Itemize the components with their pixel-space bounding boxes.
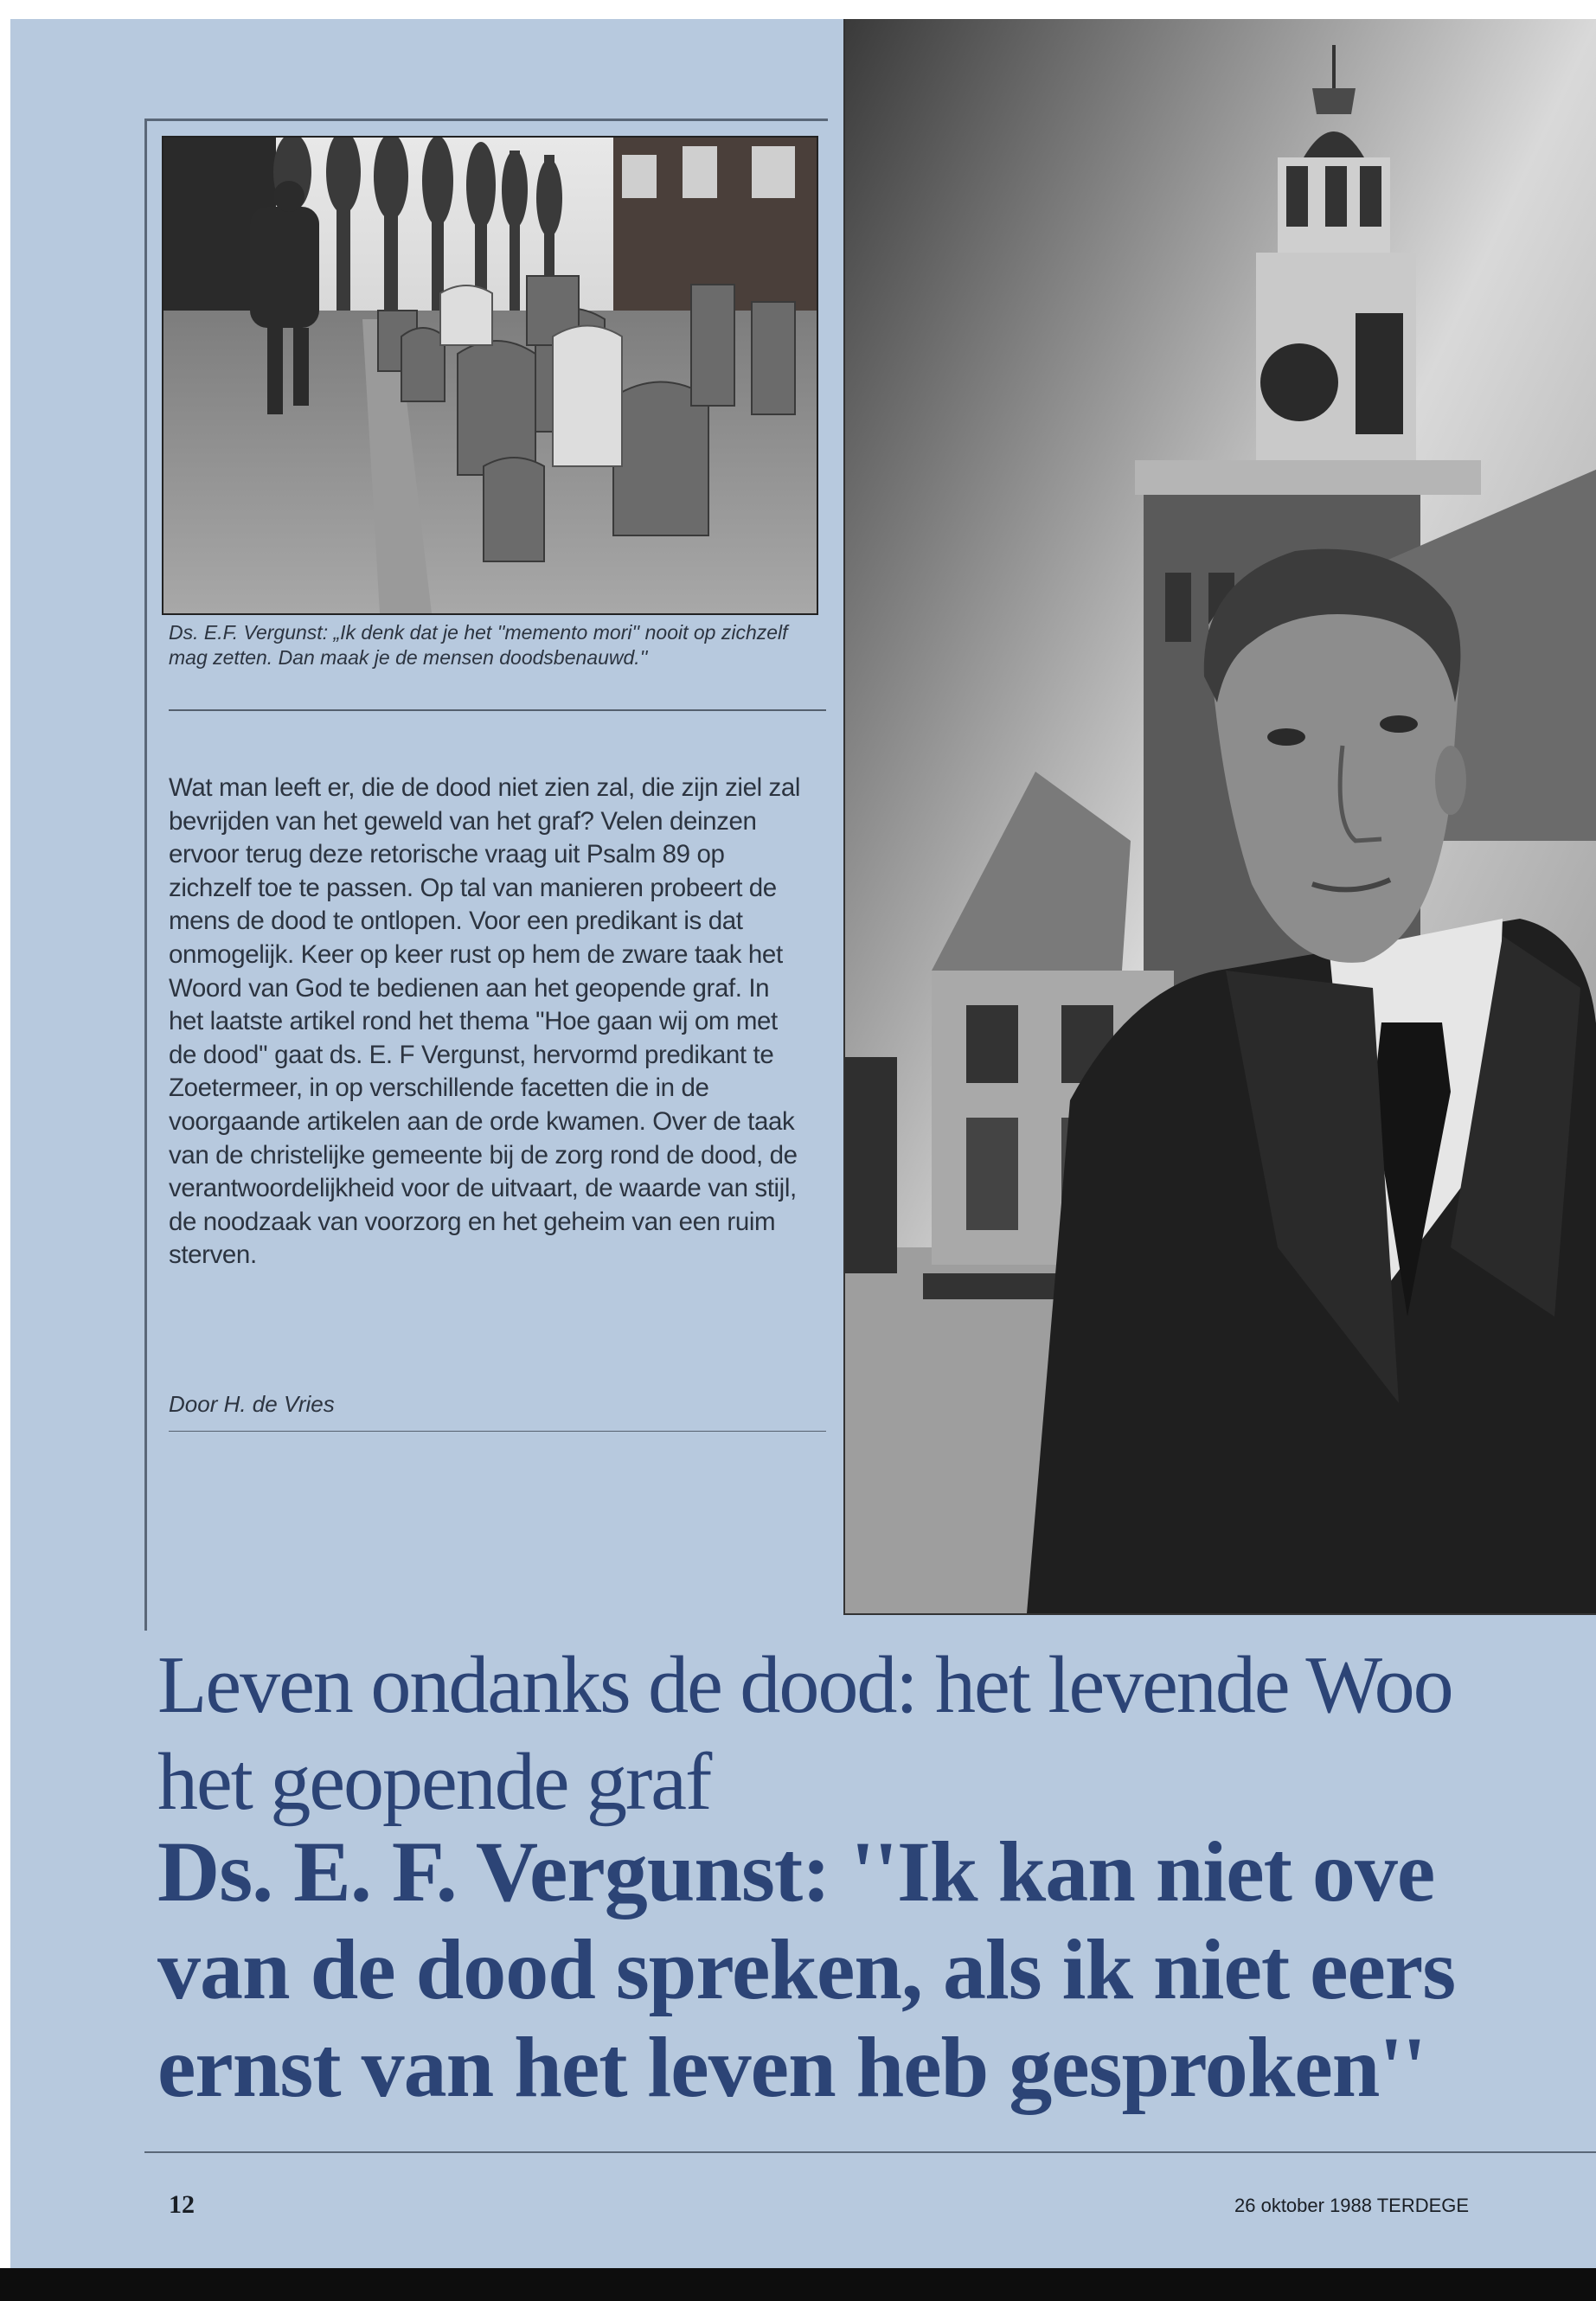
page-number: 12 — [169, 2190, 195, 2219]
caption-divider — [169, 709, 826, 711]
byline-divider — [169, 1431, 826, 1432]
magazine-page — [10, 19, 1596, 2268]
subheadline-quote — [157, 1823, 1596, 2116]
issue-date: 26 oktober 1988 TERDEGE — [1234, 2195, 1470, 2216]
byline: Door H. de Vries — [169, 1391, 335, 1417]
headline-line-2: het geopende graf — [157, 1737, 711, 1827]
portrait-photo — [843, 19, 1596, 1615]
subhead-line-1: Ds. E. F. Vergunst: ''Ik kan niet ove — [157, 1823, 1435, 1920]
intro-paragraph: Wat man leeft er, die de dood niet zien zal, die zijn ziel zal bevrijden van het geweld van het graf? Velen deinzen ervoor terug deze retorische vraag uit Psalm 89 op zichzelf toe te passen. Op tal van manieren probeert de mens de dood te ontlopen. Voor een predikant is dat onmogelijk. Keer op keer rust op hem de zware taak het Woord van God te bedienen aan het geopende graf. In het laatste artikel rond het thema ''Hoe gaan wij om met de dood'' gaat ds. E. F Vergunst, hervormd predikant te Zoetermeer, in op verschillende facetten die in de voorgaande artikelen aan de orde kwamen. Over de taak van de christelijke gemeente bij de zorg rond de dood, de verantwoordelijkheid voor de uitvaart, de waarde van stijl, de noodzaak van voorzorg en het geheim van een ruim sterven. — [169, 773, 801, 1270]
headline-line-1: Leven ondanks de dood: het levende Woo — [157, 1640, 1452, 1730]
footer-divider — [144, 2151, 1596, 2153]
photo-caption: Ds. E.F. Vergunst: „Ik denk dat je het ''memento mori'' nooit op zichzelf mag zetten. Dan maak je de mensen doodsbenauwd.'' — [169, 621, 788, 669]
headline — [157, 1637, 1596, 1830]
scan-edge — [0, 2268, 1596, 2301]
subhead-line-2: van de dood spreken, als ik niet eers — [157, 1921, 1456, 2017]
cemetery-photo — [162, 136, 818, 615]
subhead-line-3: ernst van het leven heb gesproken'' — [157, 2019, 1426, 2115]
